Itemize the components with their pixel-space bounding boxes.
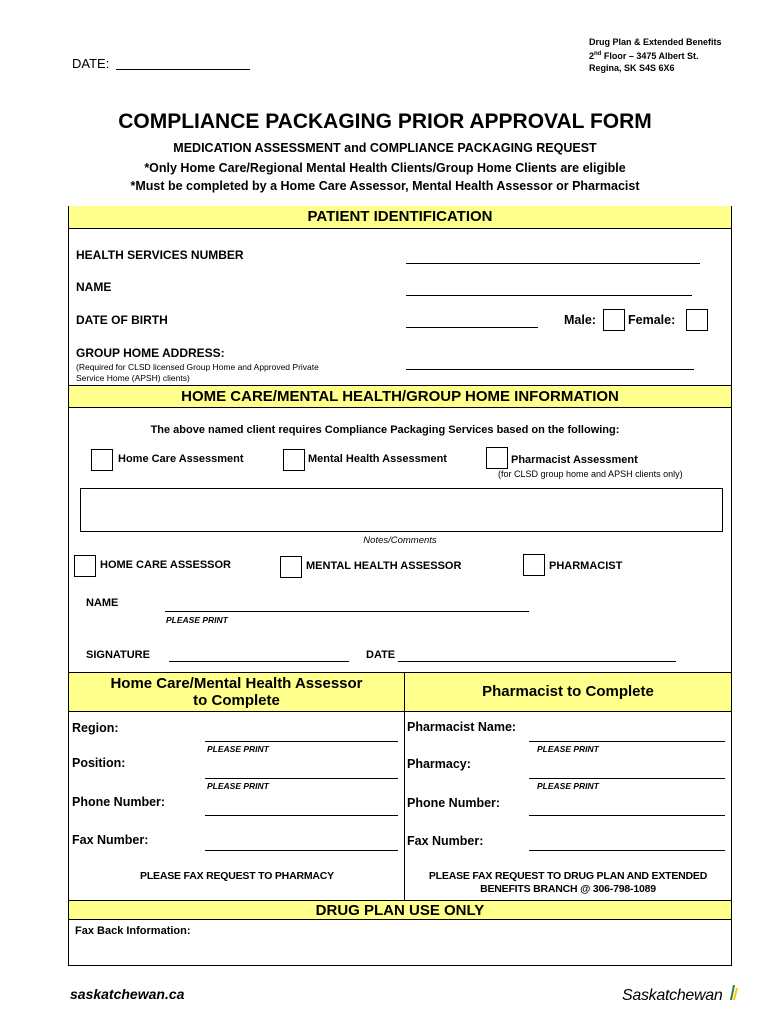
fax-to-drug-plan-line-1: PLEASE FAX REQUEST TO DRUG PLAN AND EXTENDED <box>428 870 708 882</box>
health-services-number-field[interactable] <box>406 263 700 264</box>
date-label: DATE: <box>72 56 110 71</box>
mental-health-assessment-checkbox[interactable] <box>283 449 305 471</box>
group-home-address-note <box>76 362 319 384</box>
assessor-phone-label: Phone Number: <box>72 795 166 809</box>
mental-health-assessor-checkbox[interactable] <box>280 556 302 578</box>
form-title: COMPLIANCE PACKAGING PRIOR APPROVAL FORM <box>118 110 652 133</box>
address-line-2: 2nd Floor – 3475 Albert St. <box>589 51 699 61</box>
male-checkbox[interactable] <box>603 309 625 331</box>
assessor-section-header <box>69 672 405 712</box>
signature-date-field[interactable] <box>398 661 676 662</box>
pharmacist-assessment-checkbox[interactable] <box>486 447 508 469</box>
pharmacist-phone-label: Phone Number: <box>407 796 501 810</box>
male-label: Male: <box>564 313 596 327</box>
home-care-assessor-label: HOME CARE ASSESSOR <box>100 559 232 571</box>
pharmacist-assessment-label: Pharmacist Assessment <box>511 454 638 466</box>
assessor-header-line-2: to Complete <box>193 692 280 709</box>
address-line-1: Drug Plan & Extended Benefits <box>589 37 722 47</box>
pharmacist-section-header: Pharmacist to Complete <box>405 672 731 712</box>
please-print-hint: PLEASE PRINT <box>166 615 228 625</box>
patient-name-label: NAME <box>76 280 112 294</box>
assessor-fax-label: Fax Number: <box>72 833 149 847</box>
pharmacist-name-label: Pharmacist Name: <box>407 720 517 734</box>
eligibility-note: *Only Home Care/Regional Mental Health Clients/Group Home Clients are eligible <box>144 161 626 175</box>
group-home-address-label: GROUP HOME ADDRESS: <box>76 346 225 360</box>
pharmacist-assessment-note: (for CLSD group home and APSH clients only) <box>498 469 683 479</box>
pharmacist-name-field[interactable] <box>529 741 725 742</box>
position-field[interactable] <box>205 778 398 779</box>
pharmacist-fax-label: Fax Number: <box>407 834 484 848</box>
address-line-3: Regina, SK S4S 6X6 <box>589 63 675 73</box>
group-home-address-field[interactable] <box>406 369 694 370</box>
pharmacy-please-print: PLEASE PRINT <box>537 781 599 791</box>
fax-to-drug-plan-note <box>405 870 731 896</box>
signature-field[interactable] <box>169 661 349 662</box>
fax-back-information-label: Fax Back Information: <box>75 925 191 937</box>
region-label: Region: <box>72 721 119 735</box>
female-label: Female: <box>628 313 676 327</box>
position-label: Position: <box>72 756 126 770</box>
form-subtitle: MEDICATION ASSESSMENT and COMPLIANCE PACKAGING REQUEST <box>173 141 597 155</box>
compliance-intro: The above named client requires Compliance Packaging Services based on the following: <box>150 424 620 436</box>
home-care-assessment-checkbox[interactable] <box>91 449 113 471</box>
date-of-birth-field[interactable] <box>406 327 538 328</box>
assessor-phone-field[interactable] <box>205 815 398 816</box>
patient-identification-header: PATIENT IDENTIFICATION <box>69 206 731 229</box>
assessor-fax-field[interactable] <box>205 850 398 851</box>
drug-plan-use-only-header: DRUG PLAN USE ONLY <box>69 900 731 920</box>
signature-label: SIGNATURE <box>86 649 150 661</box>
region-field[interactable] <box>205 741 398 742</box>
saskatchewan-logo <box>622 982 739 1006</box>
female-checkbox[interactable] <box>686 309 708 331</box>
signature-date-label: DATE <box>366 649 396 661</box>
assessor-name-label: NAME <box>86 597 119 609</box>
mental-health-assessor-label: MENTAL HEALTH ASSESSOR <box>306 560 462 572</box>
patient-name-field[interactable] <box>406 295 692 296</box>
pharmacist-fax-field[interactable] <box>529 850 725 851</box>
mental-health-assessment-label: Mental Health Assessment <box>308 453 447 465</box>
saskatchewan-wordmark: Saskatchewan <box>622 987 723 1004</box>
assessor-header-line-1: Home Care/Mental Health Assessor <box>110 675 363 692</box>
office-address <box>589 36 722 74</box>
pharmacy-label: Pharmacy: <box>407 757 471 771</box>
fax-to-pharmacy-note: PLEASE FAX REQUEST TO PHARMACY <box>140 870 334 882</box>
date-field[interactable] <box>116 69 250 70</box>
fax-to-drug-plan-line-2: BENEFITS BRANCH @ 306-798-1089 <box>480 883 656 895</box>
region-please-print: PLEASE PRINT <box>207 744 269 754</box>
home-care-assessment-label: Home Care Assessment <box>118 453 244 465</box>
health-services-number-label: HEALTH SERVICES NUMBER <box>76 248 244 262</box>
pharmacist-please-print: PLEASE PRINT <box>537 744 599 754</box>
notes-comments-box[interactable] <box>80 488 723 532</box>
address-note-line-2: Service Home (APSH) clients) <box>76 373 190 383</box>
position-please-print: PLEASE PRINT <box>207 781 269 791</box>
website-link[interactable]: saskatchewan.ca <box>70 986 185 1002</box>
pharmacy-field[interactable] <box>529 778 725 779</box>
pharmacist-role-checkbox[interactable] <box>523 554 545 576</box>
date-of-birth-label: DATE OF BIRTH <box>76 313 168 327</box>
home-care-assessor-checkbox[interactable] <box>74 555 96 577</box>
address-note-line-1: (Required for CLSD licensed Group Home and Approved Private <box>76 362 319 372</box>
completion-note: *Must be completed by a Home Care Assessor, Mental Health Assessor or Pharmacist <box>130 179 640 193</box>
pharmacist-role-label: PHARMACIST <box>549 560 623 572</box>
home-care-info-header: HOME CARE/MENTAL HEALTH/GROUP HOME INFORMATION <box>69 385 731 408</box>
notes-comments-label: Notes/Comments <box>363 535 437 546</box>
assessor-name-field[interactable] <box>165 611 529 612</box>
pharmacist-phone-field[interactable] <box>529 815 725 816</box>
wheat-sheaf-icon <box>727 982 739 1002</box>
